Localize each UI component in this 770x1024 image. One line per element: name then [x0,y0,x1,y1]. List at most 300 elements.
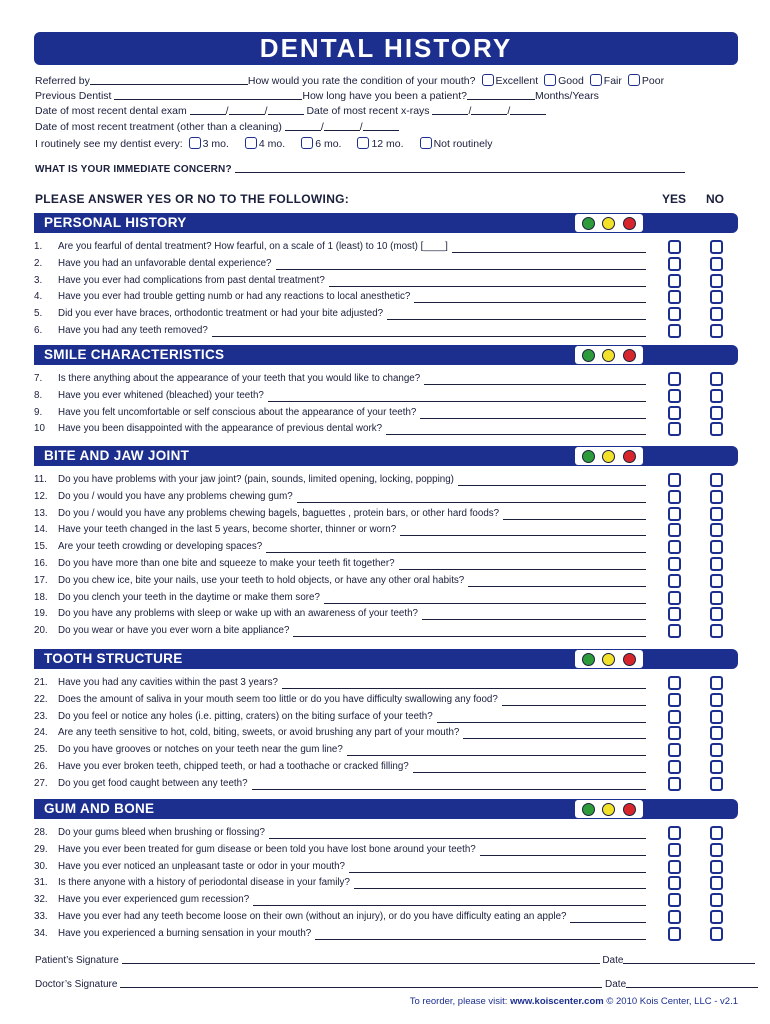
question-row [34,692,738,709]
answer-line[interactable] [315,939,646,940]
answer-line[interactable] [276,269,646,270]
no-checkbox[interactable] [710,290,723,304]
no-checkbox[interactable] [710,843,723,857]
question-text: Do you / would you have any problems chewing gum? [58,490,293,502]
no-checkbox[interactable] [710,372,723,386]
yes-checkbox[interactable] [668,843,681,857]
patient-signature-label: Patient’s Signature [35,955,119,966]
section-header [34,345,738,365]
traffic-light-indicator [575,650,643,668]
no-checkbox[interactable] [710,422,723,436]
doctor-signature-field[interactable] [120,978,602,988]
frequency-option-label: 3 mo. [202,138,229,150]
frequency-option-label: 4 mo. [258,138,286,150]
question-number: 20. [34,625,48,637]
red-light-icon[interactable] [623,217,636,230]
immediate-concern-label: WHAT IS YOUR IMMEDIATE CONCERN? [35,164,232,175]
section-title: TOOTH STRUCTURE [44,651,183,666]
footer-website-link[interactable]: www.koiscenter.com [510,996,604,1007]
patient-signature-field[interactable] [122,954,600,964]
header-row-2 [35,90,599,102]
section-gum-and-bone [34,799,738,939]
answer-line[interactable] [399,569,646,570]
question-text: Have you ever been treated for gum disease or been told you have lost bone around your teeth? [58,843,476,855]
no-checkbox[interactable] [710,257,723,271]
answer-line[interactable] [570,922,646,923]
referred-by-label: Referred by [35,75,90,87]
question-row [34,421,738,438]
treatment-day-field[interactable] [324,121,360,131]
yes-checkbox[interactable] [668,389,681,403]
yes-checkbox[interactable] [668,324,681,338]
red-light-icon[interactable] [623,450,636,463]
answer-line[interactable] [252,789,646,790]
question-text: Do you feel or notice any holes (i.e. pitting, craters) on the biting surface of your teeth? [58,710,433,722]
section-tooth-structure [34,649,738,789]
question-number: 13. [34,507,48,519]
question-text: Have you been disappointed with the appearance of previous dental work? [58,423,383,435]
question-text: Do you have any problems with sleep or wake up with an awareness of your teeth? [58,608,418,620]
question-text: Have your teeth changed in the last 5 years, become shorter, thinner or worn? [58,524,397,536]
footer-copyright: © 2010 Kois Center, LLC - v2.1 [606,996,738,1007]
yes-checkbox[interactable] [668,574,681,588]
question-number: 4. [34,291,43,303]
yellow-light-icon[interactable] [602,803,615,816]
question-number: 30. [34,860,48,872]
frequency-3-mo-checkbox[interactable] [189,137,201,149]
yes-checkbox[interactable] [668,591,681,605]
doctor-date-label: Date [605,979,627,990]
rate-excellent-checkbox[interactable] [482,74,494,86]
red-light-icon[interactable] [623,349,636,362]
question-number: 21. [34,677,48,688]
question-number: 23. [34,710,48,722]
question-text: Did you ever have braces, orthodontic treatment or had your bite adjusted? [58,308,384,320]
yes-checkbox[interactable] [668,406,681,420]
no-checkbox[interactable] [710,324,723,338]
yellow-light-icon[interactable] [602,349,615,362]
answer-line[interactable] [293,636,646,637]
patient-signature-row [35,954,755,966]
no-checkbox[interactable] [710,607,723,621]
question-text: Have you experienced a burning sensation in your mouth? [58,927,312,939]
question-row [34,273,738,290]
rate-poor-checkbox[interactable] [628,74,640,86]
question-number: 5. [34,308,43,320]
question-row [34,675,738,692]
no-checkbox[interactable] [710,760,723,774]
yes-checkbox[interactable] [668,422,681,436]
yes-checkbox[interactable] [668,540,681,554]
rate-option-label: Excellent [495,75,539,87]
header-row-3: Date of most recent dental exam / / Date of most recent x-rays / / [35,105,546,117]
question-row [34,606,738,623]
section-title: BITE AND JAW JOINT [44,448,190,463]
xrays-year-field[interactable] [510,105,546,115]
no-checkbox[interactable] [710,240,723,254]
question-number: 6. [34,325,43,336]
patient-date-label: Date [602,955,624,966]
question-number: 31. [34,877,48,889]
no-checkbox[interactable] [710,624,723,638]
question-row [34,388,738,405]
no-checkbox[interactable] [710,406,723,420]
question-number: 27. [34,777,48,789]
months-years-label: Months/Years [535,90,599,102]
header-row-1 [35,74,664,87]
question-number: 7. [34,373,43,384]
question-number: 34. [34,927,48,939]
rate-question: How would you rate the condition of your mouth? [247,75,476,87]
yes-checkbox[interactable] [668,726,681,740]
question-number: 15. [34,541,48,553]
question-row [34,506,738,523]
section-title: PERSONAL HISTORY [44,215,187,230]
question-text: Does the amount of saliva in your mouth seem too little or do you have difficulty swallowing any food? [58,693,498,705]
question-text: Are you fearful of dental treatment? How fearful, on a scale of 1 (least) to 10 (most) [____] [58,241,448,252]
question-row [34,289,738,306]
question-number: 28. [34,827,48,838]
answer-line[interactable] [458,485,646,486]
section-bite-and-jaw-joint [34,446,738,637]
question-text: Have you felt uncomfortable or self conscious about the appearance of your teeth? [58,406,417,418]
how-long-field[interactable] [467,90,535,100]
immediate-concern-row [35,163,685,175]
question-row [34,239,738,256]
question-number: 19. [34,608,48,620]
question-row [34,623,738,640]
answer-line[interactable] [437,722,646,723]
exam-year-field[interactable] [268,105,304,115]
rate-good-checkbox[interactable] [544,74,556,86]
no-checkbox[interactable] [710,893,723,907]
question-number: 26. [34,761,48,772]
yes-checkbox[interactable] [668,743,681,757]
section-header [34,213,738,233]
question-number: 14. [34,524,48,536]
question-text: Have you ever had any teeth become loose on their own (without an injury), or do you have difficulty eating an apple? [58,911,567,922]
traffic-light-indicator [575,214,643,232]
header-row-4: Date of most recent treatment (other than a cleaning) / / [35,121,399,133]
question-text: Do you clench your teeth in the daytime or make them sore? [58,591,320,603]
footer-prefix: To reorder, please visit: [409,996,508,1007]
question-number: 22. [34,693,48,705]
answer-line[interactable] [212,336,646,337]
yes-checkbox[interactable] [668,676,681,690]
answer-line[interactable] [386,434,646,435]
traffic-light-indicator [575,346,643,364]
answer-line[interactable] [452,252,646,253]
previous-dentist-label: Previous Dentist [35,90,112,102]
no-checkbox[interactable] [710,860,723,874]
rate-option-label: Poor [641,75,665,87]
question-row [34,489,738,506]
no-checkbox[interactable] [710,710,723,724]
header-row-5 [35,137,503,150]
question-text: Have you ever had trouble getting numb or had any reactions to local anesthetic? [58,291,411,303]
question-text: Have you had an unfavorable dental experience? [58,257,272,269]
question-text: Do you wear or have you ever worn a bite appliance? [58,625,290,637]
red-light-icon[interactable] [623,653,636,666]
instructions: PLEASE ANSWER YES OR NO TO THE FOLLOWING: [35,192,350,206]
frequency-12-mo-checkbox[interactable] [357,137,369,149]
question-row [34,909,738,926]
no-checkbox[interactable] [710,389,723,403]
traffic-light-indicator [575,800,643,818]
question-number: 25. [34,744,48,756]
traffic-light-indicator [575,447,643,465]
answer-line[interactable] [269,838,646,839]
green-light-icon[interactable] [582,653,595,666]
treatment-year-field[interactable] [363,121,399,131]
section-personal-history [34,213,738,336]
question-number: 32. [34,894,48,906]
rate-fair-checkbox[interactable] [590,74,602,86]
question-number: 24. [34,727,48,739]
section-header [34,799,738,819]
referred-by-field[interactable] [90,75,248,85]
yes-checkbox[interactable] [668,910,681,924]
question-text: Do you have grooves or notches on your teeth near the gum line? [58,744,343,756]
question-row [34,306,738,323]
section-header [34,446,738,466]
xrays-month-field[interactable] [432,105,468,115]
answer-line[interactable] [420,418,646,419]
question-number: 2. [34,257,43,269]
question-text: Do you have more than one bite and squeeze to make your teeth fit together? [58,558,395,569]
form-title: DENTAL HISTORY [34,32,738,65]
no-checkbox[interactable] [710,910,723,924]
doctor-date-field[interactable] [626,978,758,988]
frequency-6-mo-checkbox[interactable] [301,137,313,149]
answer-line[interactable] [266,552,646,553]
green-light-icon[interactable] [582,803,595,816]
answer-line[interactable] [324,603,646,604]
answer-line[interactable] [282,688,646,689]
yes-checkbox[interactable] [668,557,681,571]
section-title: SMILE CHARACTERISTICS [44,347,225,362]
question-text: Do you get food caught between any teeth? [58,777,248,789]
red-light-icon[interactable] [623,803,636,816]
question-row [34,539,738,556]
green-light-icon[interactable] [582,217,595,230]
answer-line[interactable] [413,772,646,773]
recent-xrays-label: Date of most recent x-rays [306,105,430,117]
frequency-4-mo-checkbox[interactable] [245,137,257,149]
question-row [34,859,738,876]
question-row [34,323,738,340]
question-row [34,759,738,776]
question-text: Are any teeth sensitive to hot, cold, biting, sweets, or avoid brushing any part of your mouth? [58,727,460,739]
answer-line[interactable] [480,855,646,856]
answer-line[interactable] [400,535,646,536]
yes-checkbox[interactable] [668,473,681,487]
yes-checkbox[interactable] [668,693,681,707]
yes-column-header: YES [662,192,687,206]
question-row [34,742,738,759]
treatment-month-field[interactable] [285,121,321,131]
question-row [34,825,738,842]
question-row [34,556,738,573]
immediate-concern-field[interactable] [235,163,685,173]
question-row [34,472,738,489]
answer-line[interactable] [268,401,646,402]
yes-checkbox[interactable] [668,240,681,254]
yellow-light-icon[interactable] [602,217,615,230]
yes-checkbox[interactable] [668,710,681,724]
question-text: Is there anyone with a history of periodontal disease in your family? [58,877,350,889]
no-checkbox[interactable] [710,927,723,941]
question-text: Is there anything about the appearance of your teeth that you would like to change? [58,373,421,384]
doctor-signature-row [35,978,758,990]
yes-checkbox[interactable] [668,257,681,271]
no-checkbox[interactable] [710,557,723,571]
question-number: 11. [34,474,47,485]
question-row [34,573,738,590]
question-text: Do you chew ice, bite your nails, use your teeth to hold objects, or have any other oral habits? [58,574,465,586]
answer-line[interactable] [463,738,646,739]
no-checkbox[interactable] [710,473,723,487]
question-text: Do your gums bleed when brushing or flossing? [58,827,265,838]
yes-checkbox[interactable] [668,507,681,521]
section-header [34,649,738,669]
no-checkbox[interactable] [710,777,723,791]
question-row [34,371,738,388]
yes-checkbox[interactable] [668,274,681,288]
yes-checkbox[interactable] [668,777,681,791]
yes-checkbox[interactable] [668,927,681,941]
answer-line[interactable] [414,302,646,303]
yes-checkbox[interactable] [668,876,681,890]
question-number: 8. [34,389,43,401]
answer-line[interactable] [503,519,646,520]
question-number: 3. [34,274,43,286]
no-checkbox[interactable] [710,274,723,288]
yes-checkbox[interactable] [668,893,681,907]
yes-checkbox[interactable] [668,860,681,874]
question-text: Have you ever noticed an unpleasant taste or odor in your mouth? [58,860,346,872]
question-number: 1. [34,241,43,252]
section-smile-characteristics [34,345,738,435]
answer-line[interactable] [422,619,646,620]
section-title: GUM AND BONE [44,801,155,816]
xrays-day-field[interactable] [471,105,507,115]
exam-month-field[interactable] [190,105,226,115]
no-checkbox[interactable] [710,726,723,740]
question-row [34,875,738,892]
yes-checkbox[interactable] [668,307,681,321]
frequency-option-label: 12 mo. [371,138,404,150]
doctor-signature-label: Doctor’s Signature [35,979,118,990]
recent-exam-label: Date of most recent dental exam [35,105,187,117]
frequency-option-label: 6 mo. [315,138,342,150]
answer-line[interactable] [329,286,646,287]
question-row [34,590,738,607]
answer-line[interactable] [347,755,646,756]
green-light-icon[interactable] [582,450,595,463]
question-number: 17. [34,574,48,586]
question-text: Have you had any teeth removed? [58,325,208,336]
no-checkbox[interactable] [710,307,723,321]
yes-checkbox[interactable] [668,624,681,638]
routinely-see-label: I routinely see my dentist every: [35,138,183,150]
answer-line[interactable] [502,705,646,706]
no-checkbox[interactable] [710,676,723,690]
question-row [34,842,738,859]
question-text: Are your teeth crowding or developing spaces? [58,541,263,553]
yellow-light-icon[interactable] [602,653,615,666]
answer-line[interactable] [349,872,646,873]
no-checkbox[interactable] [710,540,723,554]
answer-line[interactable] [424,384,646,385]
frequency-not-routinely-checkbox[interactable] [420,137,432,149]
exam-day-field[interactable] [229,105,265,115]
question-row [34,256,738,273]
no-checkbox[interactable] [710,490,723,504]
no-checkbox[interactable] [710,523,723,537]
yes-checkbox[interactable] [668,607,681,621]
no-checkbox[interactable] [710,876,723,890]
no-checkbox[interactable] [710,743,723,757]
question-number: 18. [34,591,48,603]
green-light-icon[interactable] [582,349,595,362]
question-text: Have you ever broken teeth, chipped teeth, or had a toothache or cracked filling? [58,761,409,772]
question-text: Have you ever whitened (bleached) your teeth? [58,389,264,401]
rate-option-label: Fair [603,75,622,87]
question-text: Have you ever had complications from past dental treatment? [58,274,325,286]
how-long-label: How long have you been a patient? [302,90,467,102]
question-row [34,709,738,726]
yes-checkbox[interactable] [668,826,681,840]
no-checkbox[interactable] [710,693,723,707]
no-checkbox[interactable] [710,826,723,840]
question-number: 12. [34,490,48,502]
question-row [34,725,738,742]
answer-line[interactable] [354,888,646,889]
yes-checkbox[interactable] [668,290,681,304]
yes-checkbox[interactable] [668,760,681,774]
question-number: 33. [34,911,48,922]
answer-line[interactable] [468,586,646,587]
question-number: 29. [34,843,48,855]
no-column-header: NO [706,192,724,206]
yes-checkbox[interactable] [668,490,681,504]
no-checkbox[interactable] [710,591,723,605]
question-text: Have you ever experienced gum recession? [58,894,250,906]
question-text: Do you / would you have any problems chewing bagels, baguettes , protein bars, or other hard foods? [58,507,500,519]
yes-checkbox[interactable] [668,372,681,386]
previous-dentist-field[interactable] [114,90,302,100]
question-row [34,776,738,793]
yes-checkbox[interactable] [668,523,681,537]
yellow-light-icon[interactable] [602,450,615,463]
patient-date-field[interactable] [623,954,755,964]
question-number: 16. [34,558,48,569]
frequency-option-label: Not routinely [433,138,493,150]
answer-line[interactable] [387,319,646,320]
question-text: Have you had any cavities within the past 3 years? [58,677,279,688]
no-checkbox[interactable] [710,507,723,521]
question-row [34,405,738,422]
footer [410,996,738,1007]
rate-option-label: Good [558,75,584,87]
answer-line[interactable] [297,502,646,503]
question-row [34,926,738,943]
answer-line[interactable] [253,905,646,906]
no-checkbox[interactable] [710,574,723,588]
question-text: Do you have problems with your jaw joint? (pain, sounds, limited opening, locking, popping) [58,474,454,485]
recent-treatment-label: Date of most recent treatment (other than a cleaning) [35,121,282,133]
